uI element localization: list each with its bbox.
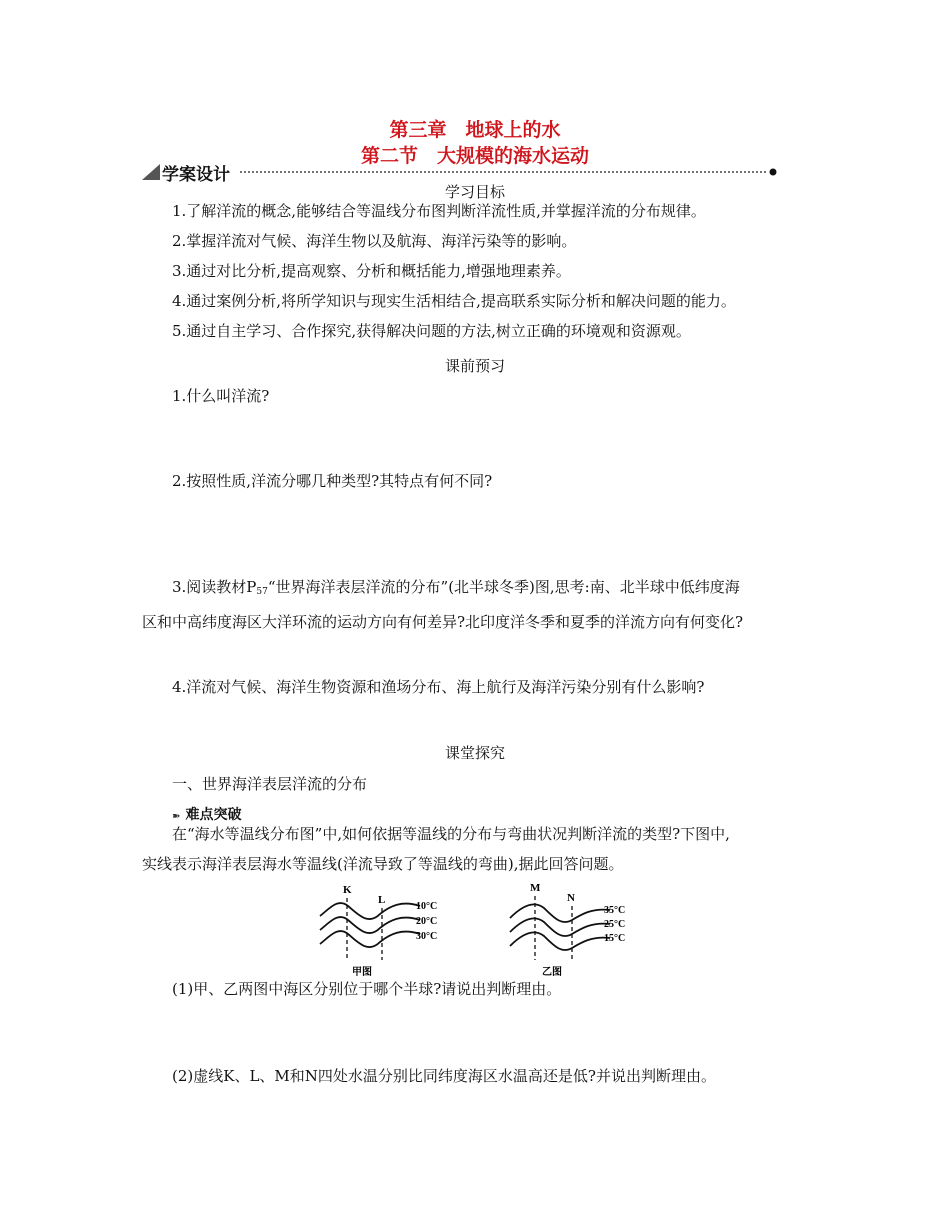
isotherm-label: 35°C bbox=[604, 905, 626, 916]
preview-heading: 课前预习 bbox=[444, 357, 505, 375]
hard-point-text: 难点突破 bbox=[185, 807, 242, 823]
objective-item: 4.通过案例分析,将所学知识与现实生活相结合,提高联系实际分析和解决问题的能力。 bbox=[172, 292, 736, 310]
isotherm-line bbox=[320, 903, 420, 919]
label-m: M bbox=[530, 882, 541, 894]
intro-paragraph bbox=[142, 819, 810, 879]
q3-line1: “世界海洋表层洋流的分布”(北半球冬季)图,思考:南、北半球中低纬度海 bbox=[267, 578, 740, 596]
banner-end-dot-icon bbox=[770, 169, 777, 176]
classroom-heading: 课堂探究 bbox=[444, 744, 505, 762]
label-n: N bbox=[567, 892, 575, 904]
caption-jia: 甲图 bbox=[352, 967, 372, 978]
section-title: 第二节 大规模的海水运动 bbox=[360, 145, 589, 167]
q3-prefix: 3.阅读教材P bbox=[172, 578, 257, 596]
preview-question-3 bbox=[142, 572, 810, 637]
sub-question-2: (2)虚线K、L、M和N四处水温分别比同纬度海区水温高还是低?并说出判断理由。 bbox=[172, 1067, 716, 1085]
sub-question-1: (1)甲、乙两图中海区分别位于哪个半球?请说出判断理由。 bbox=[172, 980, 562, 998]
double-arrow-icon: ➽ bbox=[172, 811, 181, 822]
objective-item: 1.了解洋流的概念,能够结合等温线分布图判断洋流性质,并掌握洋流的分布规律。 bbox=[172, 202, 706, 220]
label-l: L bbox=[378, 894, 386, 906]
objectives-heading: 学习目标 bbox=[444, 183, 505, 201]
objective-item: 5.通过自主学习、合作探究,获得解决问题的方法,树立正确的环境观和资源观。 bbox=[172, 322, 691, 340]
figure-yi bbox=[510, 882, 625, 978]
preview-question-2: 2.按照性质,洋流分哪几种类型?其特点有何不同? bbox=[172, 472, 493, 490]
isotherm-label: 30°C bbox=[416, 931, 438, 942]
isotherm-label: 10°C bbox=[416, 901, 438, 912]
intro-line-1: 在“海水等温线分布图”中,如何依据等温线的分布与弯曲状况判断洋流的类型?下图中, bbox=[172, 825, 730, 843]
isotherm-figure bbox=[310, 878, 650, 978]
label-k: K bbox=[343, 884, 352, 896]
objective-item: 3.通过对比分析,提高观察、分析和概括能力,增强地理素养。 bbox=[172, 262, 571, 280]
intro-line-2: 实线表示海洋表层海水等温线(洋流导致了等温线的弯曲),据此回答问题。 bbox=[142, 855, 624, 873]
q3-page-number: 57 bbox=[256, 587, 268, 597]
isotherm-label: 20°C bbox=[416, 916, 438, 927]
part1-heading: 一、世界海洋表层洋流的分布 bbox=[172, 775, 368, 793]
caption-yi: 乙图 bbox=[542, 967, 562, 978]
preview-question-4: 4.洋流对气候、海洋生物资源和渔场分布、海上航行及海洋污染分别有什么影响? bbox=[172, 678, 705, 696]
objective-item: 2.掌握洋流对气候、海洋生物以及航海、海洋污染等的影响。 bbox=[172, 232, 577, 250]
preview-question-1: 1.什么叫洋流? bbox=[172, 387, 270, 405]
objectives-list bbox=[172, 196, 840, 346]
isotherm-label: 15°C bbox=[604, 933, 626, 944]
q3-line2: 区和中高纬度海区大洋环流的运动方向有何差异?北印度洋冬季和夏季的洋流方向有何变化? bbox=[142, 613, 744, 631]
chapter-title: 第三章 地球上的水 bbox=[389, 119, 561, 141]
banner-triangle-icon bbox=[142, 164, 160, 180]
isotherm-label: 25°C bbox=[604, 919, 626, 930]
figure-jia bbox=[320, 884, 437, 978]
isotherm-line bbox=[510, 904, 610, 922]
banner-label: 学案设计 bbox=[162, 165, 230, 185]
